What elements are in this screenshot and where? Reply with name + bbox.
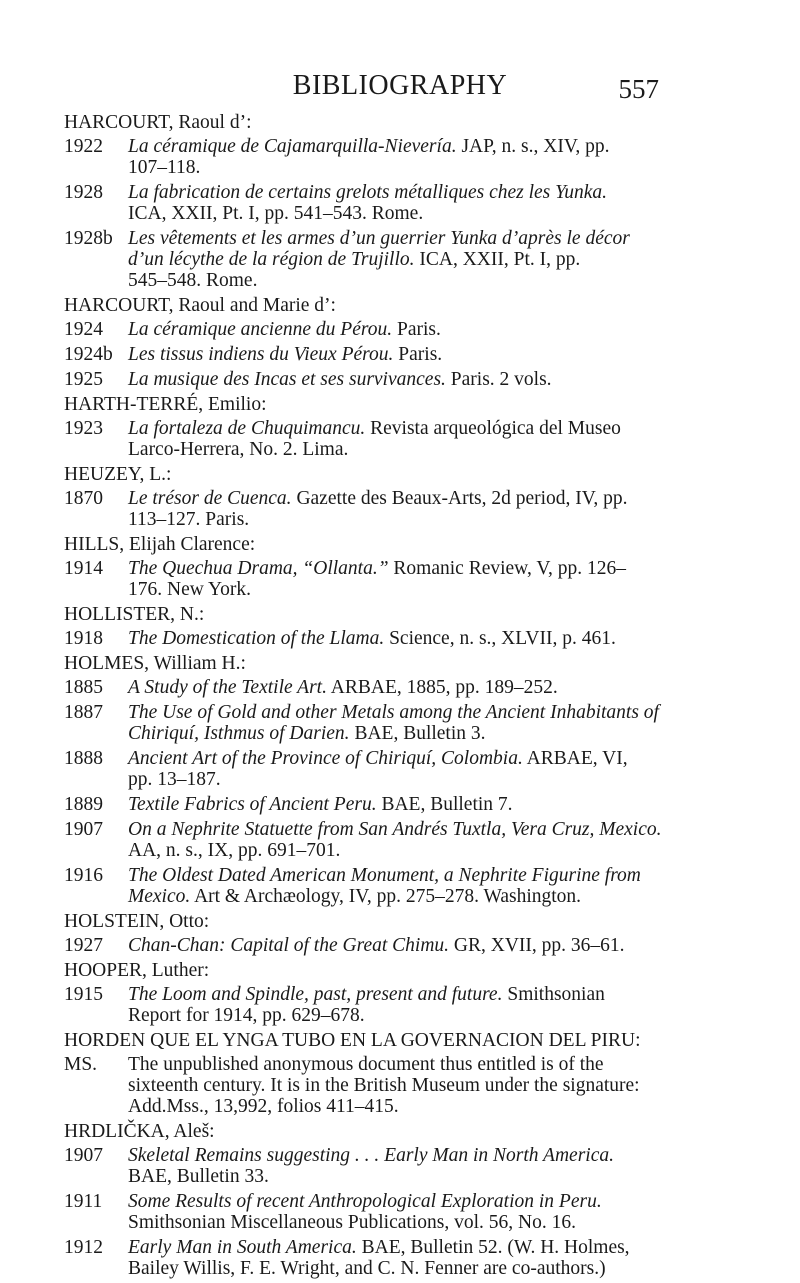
entry-text xyxy=(128,319,664,340)
entry-text xyxy=(128,1054,664,1117)
entry-year: 1925 xyxy=(64,369,103,390)
entry-title: Early Man in South America. xyxy=(128,1237,357,1258)
bib-entry xyxy=(64,558,664,600)
entry-text xyxy=(128,865,664,907)
entry-details: BAE, Bulletin 7. xyxy=(376,794,513,815)
bib-entry xyxy=(64,628,664,649)
bib-entry xyxy=(64,984,664,1026)
entry-title: Textile Fabrics of Ancient Peru. xyxy=(128,794,377,815)
entry-text xyxy=(128,677,664,698)
entry-text xyxy=(128,702,664,744)
author-group xyxy=(64,911,664,956)
author-group xyxy=(64,1121,664,1279)
entry-year: 1912 xyxy=(64,1237,103,1258)
entry-year: 1927 xyxy=(64,935,103,956)
author-group xyxy=(64,960,664,1026)
entry-continuation: Smithsonian Miscellaneous Publications, vol. 56, No. 16. xyxy=(128,1212,576,1233)
author-name: HEUZEY, L.: xyxy=(64,464,172,485)
author-name: HARCOURT, Raoul and Marie d’: xyxy=(64,295,336,316)
entry-continuation: 113–127. Paris. xyxy=(128,509,250,530)
entry-text xyxy=(128,418,664,439)
page-number: 557 xyxy=(618,74,659,104)
entry-title: La musique des Incas et ses survivances. xyxy=(128,369,446,390)
entry-continuation: ICA, XXII, Pt. I, pp. 541–543. Rome. xyxy=(128,203,424,224)
entry-year: 1907 xyxy=(64,819,103,840)
author-name: HOLSTEIN, Otto: xyxy=(64,911,210,932)
entry-details: Paris. xyxy=(392,319,441,340)
bib-entry xyxy=(64,418,664,460)
entry-year: 1887 xyxy=(64,702,103,723)
author-group xyxy=(64,464,664,530)
entry-year: 1928 xyxy=(64,182,103,203)
entry-text xyxy=(128,984,664,1005)
entry-continuation: BAE, Bulletin 33. xyxy=(128,1166,269,1187)
author-group xyxy=(64,604,664,649)
bib-entry xyxy=(64,488,664,530)
entry-year: 1888 xyxy=(64,748,103,769)
bib-entry xyxy=(64,344,664,365)
entry-text xyxy=(128,935,664,956)
entry-details: ARBAE, VI, xyxy=(522,748,628,769)
bib-entry xyxy=(64,1191,664,1233)
entry-continuation: 545–548. Rome. xyxy=(128,270,258,291)
entry-title: Le trésor de Cuenca. xyxy=(128,488,292,509)
author-name: HOOPER, Luther: xyxy=(64,960,210,981)
entry-title: The Domestication of the Llama. xyxy=(128,628,385,649)
entry-details: BAE, Bulletin 3. xyxy=(349,723,486,744)
entry-details: Smithsonian xyxy=(502,984,605,1005)
entry-year: 1924b xyxy=(64,344,113,365)
entry-text xyxy=(128,1191,664,1212)
bib-entry xyxy=(64,228,664,291)
entry-text xyxy=(128,748,664,769)
entry-details: GR, XVII, pp. 36–61. xyxy=(449,935,625,956)
author-group xyxy=(64,1030,664,1117)
author-group xyxy=(64,295,664,390)
author-name: HOLLISTER, N.: xyxy=(64,604,205,625)
entry-year: 1918 xyxy=(64,628,103,649)
entry-text xyxy=(128,136,664,157)
entry-details: JAP, n. s., XIV, pp. xyxy=(456,136,610,157)
entry-text xyxy=(128,819,664,861)
entry-details: The unpublished anonymous document thus entitled is of the sixteenth century. It is in the British Museum under the signature: Add.Mss., 13,992, folios 411–415. xyxy=(128,1054,640,1117)
bib-entry xyxy=(64,677,664,698)
entry-details: Gazette des Beaux-Arts, 2d period, IV, pp. xyxy=(291,488,628,509)
entry-year: 1915 xyxy=(64,984,103,1005)
bibliography-list xyxy=(64,111,664,1283)
author-group xyxy=(64,394,664,460)
bib-entry xyxy=(64,865,664,907)
entry-title: La fabrication de certains grelots métalliques chez les Yunka. xyxy=(128,182,607,203)
entry-title: Ancient Art of the Province of Chiriquí, Colombia. xyxy=(128,748,523,769)
entry-year: 1885 xyxy=(64,677,103,698)
running-title: BIBLIOGRAPHY xyxy=(292,70,508,101)
entry-title: La fortaleza de Chuquimancu. xyxy=(128,418,366,439)
author-name: HOLMES, William H.: xyxy=(64,653,246,674)
entry-year: 1914 xyxy=(64,558,103,579)
bib-entry xyxy=(64,1054,664,1117)
bib-entry xyxy=(64,1145,664,1187)
entry-year: 1907 xyxy=(64,1145,103,1166)
author-name: HILLS, Elijah Clarence: xyxy=(64,534,256,555)
entry-title: The Use of Gold and other Metals among the Ancient Inhabitants of Chiriquí, Isthmus of Darien. xyxy=(128,702,659,744)
bib-entry xyxy=(64,369,664,390)
entry-title: La céramique ancienne du Pérou. xyxy=(128,319,393,340)
entry-continuation: Report for 1914, pp. 629–678. xyxy=(128,1005,365,1026)
entry-title: La céramique de Cajamarquilla-Nievería. xyxy=(128,136,457,157)
entry-year: 1870 xyxy=(64,488,103,509)
entry-details: Paris. xyxy=(393,344,443,365)
entry-text xyxy=(128,794,664,815)
bib-entry xyxy=(64,702,664,744)
author-name: HRDLIČKA, Aleš: xyxy=(64,1121,215,1142)
entry-text xyxy=(128,558,664,579)
entry-year: 1889 xyxy=(64,794,103,815)
entry-details: Science, n. s., XLVII, p. 461. xyxy=(384,628,616,649)
entry-details: ICA, XXII, Pt. I, pp. xyxy=(414,249,581,270)
entry-text xyxy=(128,369,664,390)
running-header xyxy=(0,70,800,110)
entry-continuation: 107–118. xyxy=(128,157,201,178)
entry-year: 1924 xyxy=(64,319,103,340)
entry-details: Romanic Review, V, pp. 126– xyxy=(388,558,626,579)
author-group xyxy=(64,112,664,291)
entry-text xyxy=(128,1237,664,1279)
bib-entry xyxy=(64,1237,664,1279)
bib-entry xyxy=(64,182,664,224)
author-name: HARCOURT, Raoul d’: xyxy=(64,112,252,133)
entry-text xyxy=(128,488,664,509)
entry-details: Art & Archæology, IV, pp. 275–278. Washington. xyxy=(190,886,582,907)
entry-text xyxy=(128,344,664,365)
entry-title: The Oldest Dated American Monument, a Nephrite Figurine from Mexico. xyxy=(128,865,641,907)
entry-text xyxy=(128,182,664,203)
bib-entry xyxy=(64,819,664,861)
author-group xyxy=(64,653,664,907)
entry-details: AA, n. s., IX, pp. 691–701. xyxy=(128,840,341,861)
entry-year: MS. xyxy=(64,1054,98,1075)
entry-continuation: Larco-Herrera, No. 2. Lima. xyxy=(128,439,349,460)
entry-year: 1911 xyxy=(64,1191,103,1212)
entry-year: 1916 xyxy=(64,865,103,886)
entry-title: Chan-Chan: Capital of the Great Chimu. xyxy=(128,935,450,956)
entry-continuation: pp. 13–187. xyxy=(128,769,221,790)
entry-title: Some Results of recent Anthropological Exploration in Peru. xyxy=(128,1191,602,1212)
entry-details: Revista arqueológica del Museo xyxy=(365,418,621,439)
entry-details: ARBAE, 1885, pp. 189–252. xyxy=(326,677,558,698)
entry-text xyxy=(128,628,664,649)
bib-entry xyxy=(64,794,664,815)
entry-year: 1923 xyxy=(64,418,103,439)
bib-entry xyxy=(64,319,664,340)
bib-entry xyxy=(64,935,664,956)
entry-title: A Study of the Textile Art. xyxy=(128,677,327,698)
bib-entry xyxy=(64,136,664,178)
entry-title: Les vêtements et les armes d’un guerrier Yunka d’après le décor d’un lécythe de la région de Trujillo. xyxy=(128,228,630,270)
author-group xyxy=(64,534,664,600)
entry-details: BAE, Bulletin 52. (W. H. Holmes, Bailey Willis, F. E. Wright, and C. N. Fenner are co-authors.) xyxy=(128,1237,630,1279)
entry-title: Les tissus indiens du Vieux Pérou. xyxy=(128,344,394,365)
entry-details: Paris. 2 vols. xyxy=(445,369,552,390)
entry-title: On a Nephrite Statuette from San Andrés Tuxtla, Vera Cruz, Mexico. xyxy=(128,819,662,840)
entry-text xyxy=(128,228,664,270)
author-name: HORDEN QUE EL YNGA TUBO EN LA GOVERNACION DEL PIRU: xyxy=(64,1030,641,1051)
entry-title: The Quechua Drama, “Ollanta.” xyxy=(128,558,389,579)
entry-continuation: 176. New York. xyxy=(128,579,251,600)
entry-year: 1922 xyxy=(64,136,103,157)
entry-title: Skeletal Remains suggesting . . . Early Man in North America. xyxy=(128,1145,614,1166)
entry-title: The Loom and Spindle, past, present and future. xyxy=(128,984,503,1005)
entry-year: 1928b xyxy=(64,228,113,249)
author-name: HARTH-TERRÉ, Emilio: xyxy=(64,394,267,415)
bib-entry xyxy=(64,748,664,790)
entry-text xyxy=(128,1145,664,1166)
